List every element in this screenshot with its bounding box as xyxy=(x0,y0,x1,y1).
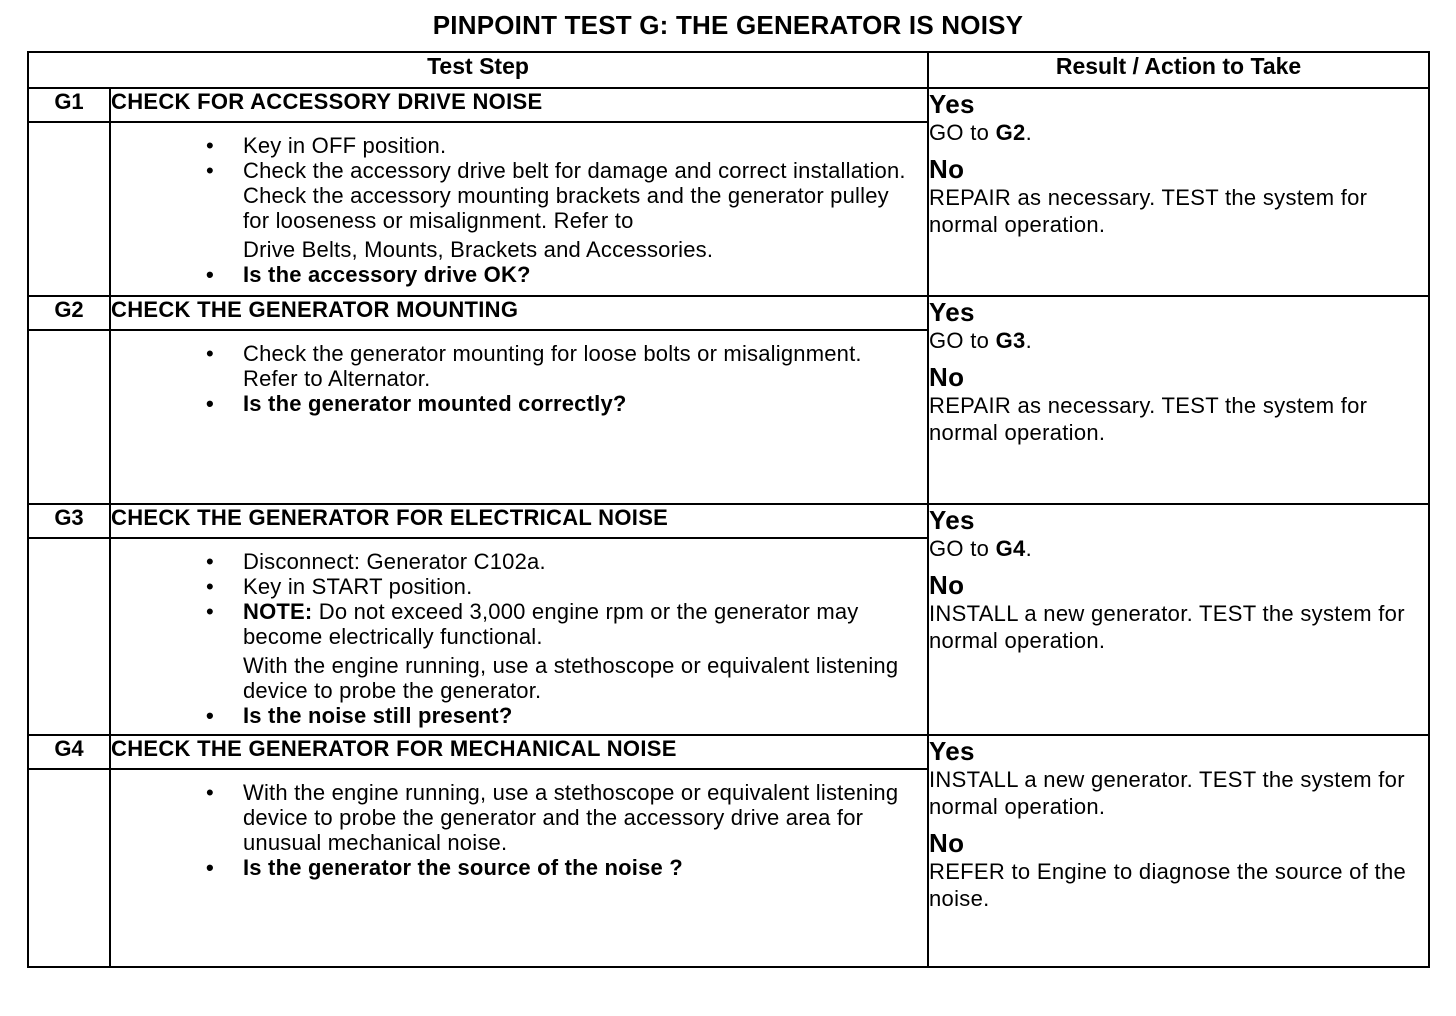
step-bullets xyxy=(111,123,927,293)
result-cell-g3 xyxy=(928,504,1429,735)
column-header-result: Result / Action to Take xyxy=(928,52,1429,88)
step-id: G3 xyxy=(28,504,110,538)
yes-label: Yes xyxy=(929,297,975,327)
step-title: CHECK FOR ACCESSORY DRIVE NOISE xyxy=(110,88,928,122)
table-header-row xyxy=(28,52,1429,88)
step-body xyxy=(110,330,928,504)
step-question: • Is the generator mounted correctly? xyxy=(111,391,917,416)
step-id-spacer xyxy=(28,538,110,735)
step-body xyxy=(110,769,928,967)
step-bullets xyxy=(111,770,927,886)
result-cell-g1 xyxy=(928,88,1429,296)
result-yes xyxy=(929,505,1428,562)
yes-action-prefix: GO to xyxy=(929,536,996,561)
yes-action-suffix: . xyxy=(1025,536,1032,561)
list-item: • Disconnect: Generator C102a. xyxy=(111,549,917,574)
no-action: REPAIR as necessary. TEST the system for normal operation. xyxy=(929,185,1368,237)
result-no xyxy=(929,362,1428,446)
list-item: • Check the generator mounting for loose bolts or misalignment. Refer to Alternator. xyxy=(111,341,917,391)
result-no xyxy=(929,154,1428,238)
result-yes xyxy=(929,89,1428,146)
yes-label: Yes xyxy=(929,505,975,535)
list-item-continuation: With the engine running, use a stethoscope or equivalent listening device to probe the generator. xyxy=(243,653,899,703)
step-question: • Is the noise still present? xyxy=(111,703,917,728)
list-item: • Key in OFF position. xyxy=(111,133,917,158)
step-id: G2 xyxy=(28,296,110,330)
step-id-spacer xyxy=(28,122,110,296)
note-text: Do not exceed 3,000 engine rpm or the generator may become electrically functional. xyxy=(243,599,859,649)
step-id: G4 xyxy=(28,735,110,769)
result-no xyxy=(929,828,1428,912)
step-bullets xyxy=(111,539,927,734)
step-title: CHECK THE GENERATOR FOR ELECTRICAL NOISE xyxy=(110,504,928,538)
no-action: REPAIR as necessary. TEST the system for normal operation. xyxy=(929,393,1368,445)
result-cell-g4 xyxy=(928,735,1429,967)
step-title: CHECK THE GENERATOR MOUNTING xyxy=(110,296,928,330)
list-item: • Check the accessory drive belt for damage and correct installation. Check the accessory mounting brackets and the generator pulley for looseness or misalignment. Refer to xyxy=(111,158,917,233)
step-body xyxy=(110,538,928,735)
result-yes xyxy=(929,736,1428,820)
step-title: CHECK THE GENERATOR FOR MECHANICAL NOISE xyxy=(110,735,928,769)
yes-label: Yes xyxy=(929,89,975,119)
no-label: No xyxy=(929,154,965,184)
no-label: No xyxy=(929,828,965,858)
yes-action-step-ref: G3 xyxy=(995,328,1026,353)
step-id-spacer xyxy=(28,330,110,504)
result-no xyxy=(929,570,1428,654)
step-title-row-g2 xyxy=(28,296,1429,330)
note-label: NOTE: xyxy=(243,599,313,624)
column-header-test-step: Test Step xyxy=(28,52,928,88)
list-item: • With the engine running, use a stethoscope or equivalent listening device to probe the generator and the accessory drive area for unusual mechanical noise. xyxy=(111,780,917,855)
step-title-row-g4 xyxy=(28,735,1429,769)
step-title-row-g3 xyxy=(28,504,1429,538)
step-bullets xyxy=(111,331,927,422)
step-id-spacer xyxy=(28,769,110,967)
no-action: REFER to Engine to diagnose the source of the noise. xyxy=(929,859,1407,911)
step-question: • Is the accessory drive OK? xyxy=(111,262,917,287)
yes-action-prefix: GO to xyxy=(929,328,996,353)
yes-action: INSTALL a new generator. TEST the system for normal operation. xyxy=(929,767,1405,819)
yes-label: Yes xyxy=(929,736,975,766)
yes-action-step-ref: G4 xyxy=(995,536,1026,561)
yes-action-suffix: . xyxy=(1025,328,1032,353)
list-item: • Key in START position. xyxy=(111,574,917,599)
yes-action-prefix: GO to xyxy=(929,120,996,145)
result-yes xyxy=(929,297,1428,354)
no-label: No xyxy=(929,362,965,392)
yes-action-step-ref: G2 xyxy=(995,120,1026,145)
no-label: No xyxy=(929,570,965,600)
no-action: INSTALL a new generator. TEST the system for normal operation. xyxy=(929,601,1405,653)
result-cell-g2 xyxy=(928,296,1429,504)
step-title-row-g1 xyxy=(28,88,1429,122)
list-item-note xyxy=(111,599,917,649)
pinpoint-test-table xyxy=(27,51,1430,968)
step-question: • Is the generator the source of the noise ? xyxy=(111,855,917,880)
step-id: G1 xyxy=(28,88,110,122)
step-body xyxy=(110,122,928,296)
page-title: PINPOINT TEST G: THE GENERATOR IS NOISY xyxy=(432,10,1024,40)
yes-action-suffix: . xyxy=(1025,120,1032,145)
list-item-continuation: Drive Belts, Mounts, Brackets and Accessories. xyxy=(243,237,714,262)
